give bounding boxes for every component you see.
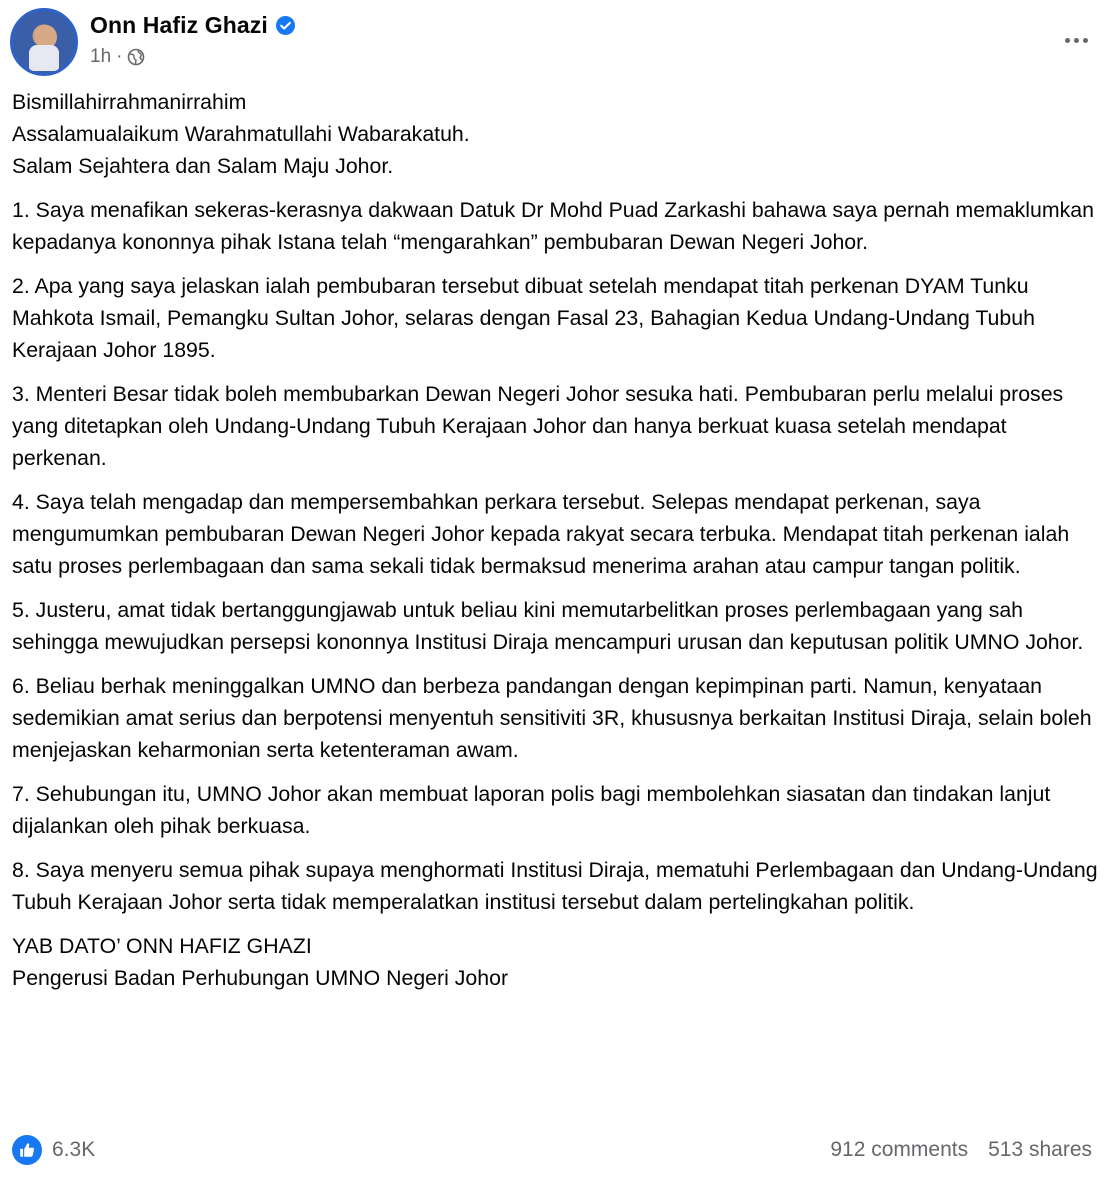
post-paragraph: 4. Saya telah mengadap dan mempersembahkan perkara tersebut. Selepas mendapat perkenan, saya mengumumkan pembubaran Dewan Negeri Johor kepada rakyat secara terbuka. Mendapat titah perkenan ialah satu proses perlembagaan dan sama sekali tidak bermaksud menerima arahan atau campur tangan politik. — [12, 490, 1070, 578]
verified-badge-icon — [276, 16, 295, 35]
post-paragraph: 5. Justeru, amat tidak bertanggungjawab untuk beliau kini memutarbelitkan proses perlembagaan yang sah sehingga mewujudkan persepsi kononnya Institusi Diraja mencampuri urusan dan keputusan politik UMNO Johor. — [12, 598, 1084, 654]
dot-icon — [1074, 38, 1079, 43]
avatar[interactable] — [10, 8, 78, 76]
meta-separator: · — [116, 46, 123, 67]
post-timestamp[interactable]: 1h — [90, 46, 112, 67]
greeting-line: Salam Sejahtera dan Salam Maju Johor. — [12, 154, 394, 178]
dot-icon — [1065, 38, 1070, 43]
author-row — [90, 12, 295, 39]
engagement-stats — [830, 1138, 1092, 1162]
avatar-shirt — [29, 45, 59, 71]
signature-line: Pengerusi Badan Perhubungan UMNO Negeri Johor — [12, 966, 509, 990]
reaction-count[interactable]: 6.3K — [52, 1138, 96, 1161]
post-paragraph: 1. Saya menafikan sekeras-kerasnya dakwaan Datuk Dr Mohd Puad Zarkashi bahawa saya pernah memaklumkan kepadanya kononnya pihak Istana telah “mengarahkan” pembubaran Dewan Negeri Johor. — [12, 198, 1094, 254]
signature-block — [12, 930, 1098, 994]
greeting-line: Bismillahirrahmanirrahim — [12, 90, 247, 114]
more-options-button[interactable] — [1054, 26, 1098, 54]
like-reaction-icon[interactable] — [12, 1135, 42, 1165]
shares-count[interactable]: 513 shares — [988, 1138, 1092, 1161]
post-header — [10, 8, 1098, 78]
post-paragraph: 3. Menteri Besar tidak boleh membubarkan Dewan Negeri Johor sesuka hati. Pembubaran perlu melalui proses yang ditetapkan oleh Undang-Undang Tubuh Kerajaan Johor dan hanya berkuat kuasa setelah mendapat perkenan. — [12, 382, 1064, 470]
signature-line: YAB DATO’ ONN HAFIZ GHAZI — [12, 934, 312, 958]
post-paragraph: 2. Apa yang saya jelaskan ialah pembubaran tersebut dibuat setelah mendapat titah perkenan DYAM Tunku Mahkota Ismail, Pemangku Sultan Johor, selaras dengan Fasal 23, Bahagian Kedua Undang-Undang Tubuh Kerajaan Johor 1895. — [12, 274, 1035, 362]
post-paragraph: 6. Beliau berhak meninggalkan UMNO dan berbeza pandangan dengan kepimpinan parti. Namun, kenyataan sedemikian amat serius dan berpotensi menyentuh sensitiviti 3R, khususnya berkaitan Institusi Diraja, selain boleh menjejaskan keharmonian serta ketenteraman awam. — [12, 674, 1092, 762]
post-paragraph: 8. Saya menyeru semua pihak supaya menghormati Institusi Diraja, mematuhi Perlembagaan dan Undang-Undang Tubuh Kerajaan Johor serta tidak memperalatkan institusi tersebut dalam pertelingkahan politik. — [12, 858, 1098, 914]
globe-icon — [127, 48, 145, 66]
greeting-line: Assalamualaikum Warahmatullahi Wabarakatuh. — [12, 122, 470, 146]
author-name[interactable]: Onn Hafiz Ghazi — [90, 12, 268, 38]
comments-count[interactable]: 912 comments — [830, 1138, 969, 1161]
dot-icon — [1083, 38, 1088, 43]
post-body — [12, 86, 1098, 1006]
greeting-block — [12, 86, 1098, 182]
post-paragraph: 7. Sehubungan itu, UMNO Johor akan membuat laporan polis bagi membolehkan siasatan dan tindakan lanjut dijalankan oleh pihak berkuasa. — [12, 782, 1051, 838]
post-meta — [90, 46, 145, 68]
post-footer — [12, 1134, 1092, 1166]
